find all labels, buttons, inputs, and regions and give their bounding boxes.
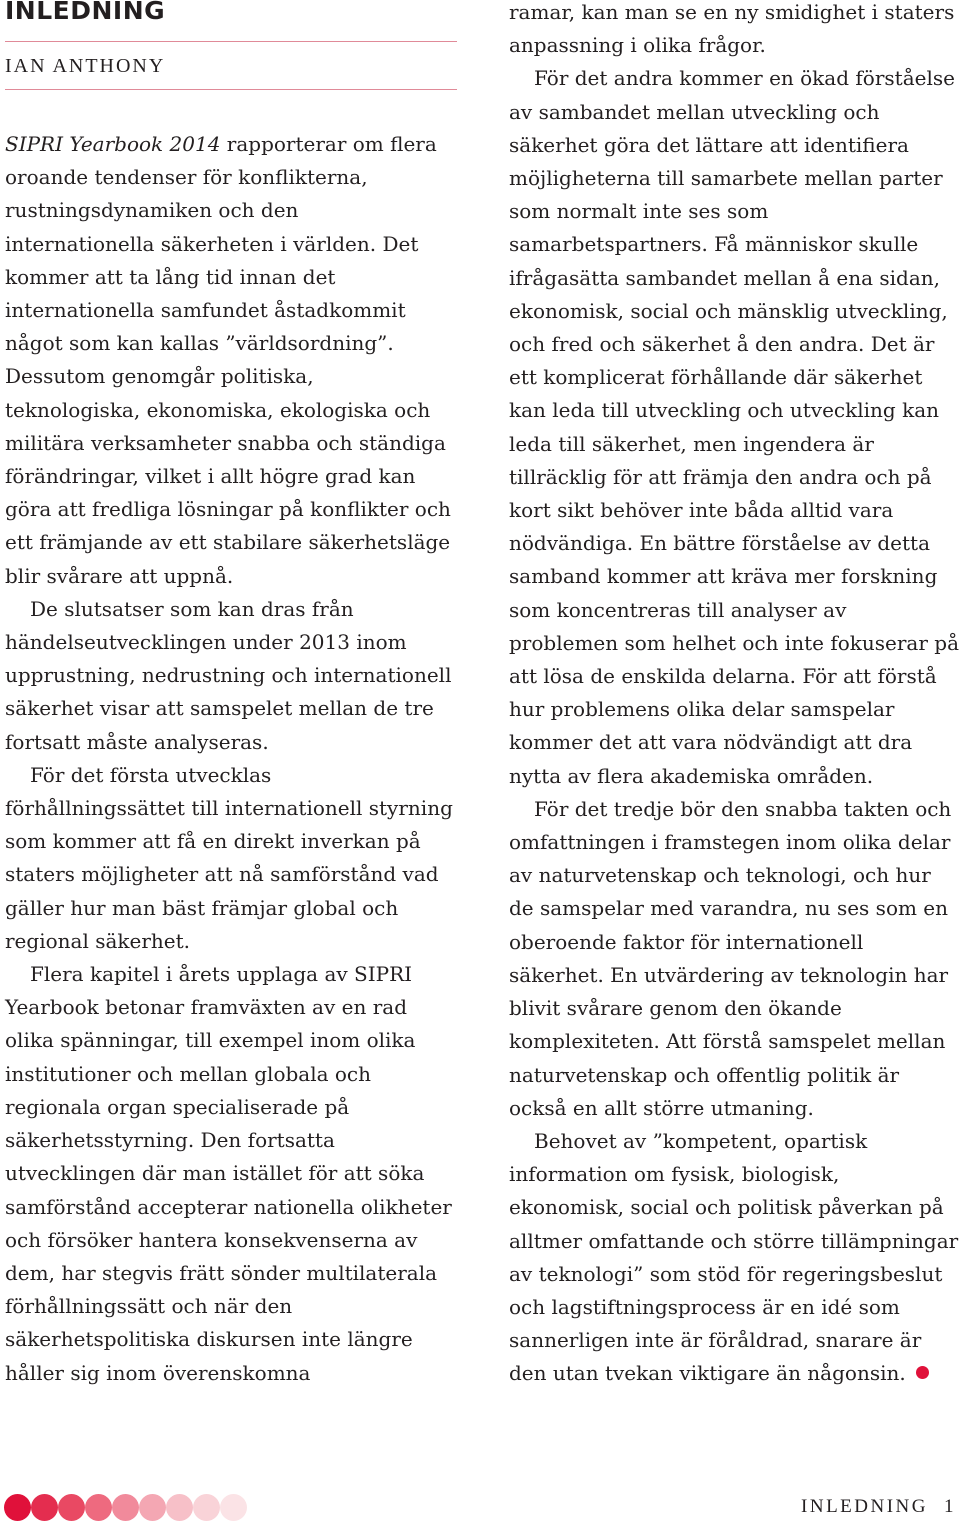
footer-dot — [166, 1494, 193, 1521]
author-divider — [5, 89, 457, 90]
publication-title: SIPRI Yearbook 2014 — [5, 132, 221, 156]
end-mark-icon — [916, 1366, 929, 1379]
paragraph-5: ramar, kan man se en ny smidighet i staters anpassning i olika frågor. — [509, 0, 955, 58]
page-footer — [801, 1496, 956, 1518]
paragraph-7: För det tredje bör den snabba takten och omfattningen i framstegen inom olika delar av naturvetenskap och teknologi, och hur de samspelar med varandra, nu ses som en oberoende faktor för internationell säkerhet. En utvärdering av teknologin har blivit svårare genom den ökande komplexiteten. Att förstå samspelet mellan naturvetenskap och offentlig politik är också en allt större utmaning. — [509, 796, 952, 1120]
left-column — [5, 128, 453, 1390]
page-number: 1 — [944, 1496, 956, 1517]
author-name: IAN ANTHONY — [5, 55, 166, 77]
paragraph-1-text: rapporterar om flera oroande tendenser för konflikterna, rustningsdynamiken och den internationella säkerheten i världen. Det kommer att ta lång tid innan det internationella samfundet åstadkommit något som kan kallas ”världsordning”. Dessutom genomgår politiska, teknologiska, ekonomiska, ekologiska och militära verksamheter snabba och ständiga förändringar, vilket i allt högre grad kan göra att fredliga lösningar på konflikter och ett främjande av ett stabilare säkerhetsläge blir svårare att uppnå. — [5, 132, 451, 588]
footer-dot — [112, 1494, 139, 1521]
footer-dot — [85, 1494, 112, 1521]
title-divider — [5, 41, 457, 42]
paragraph-8 — [509, 1125, 960, 1391]
footer-dots-icon — [4, 1494, 247, 1521]
footer-dot — [58, 1494, 85, 1521]
paragraph-4: Flera kapitel i årets upplaga av SIPRI Yearbook betonar framväxten av en rad olika spänningar, till exempel inom olika institutioner och mellan globala och regionala organ specialiserade på säkerhetsstyrning. Den fortsatta utvecklingen där man istället för att söka samförstånd accepterar nationella olikheter och försöker hantera konsekvenserna av dem, har stegvis frätt sönder multilaterala förhållningssätt och när den säkerhetspolitiska diskursen inte längre håller sig inom överenskomna — [5, 962, 452, 1385]
footer-dot — [4, 1494, 31, 1521]
section-title: INLEDNING — [5, 0, 166, 25]
paragraph-3: För det första utvecklas förhållningssättet till internationell styrning som kommer att få en direkt inverkan på staters möjligheter att nå samförstånd vad gäller hur man bäst främjar global och regional säkerhet. — [5, 762, 453, 953]
paragraph-6: För det andra kommer en ökad förståelse av sambandet mellan utveckling och säkerhet göra det lättare att identifiera möjligheterna till samarbete mellan parter som normalt inte ses som samarbetspartners. Få människor skulle ifrågasätta sambandet mellan å ena sidan, ekonomisk, social och mänsklig utveckling, och fred och säkerhet å den andra. Det är ett komplicerat förhållande där säkerhet kan leda till utveckling och utveckling kan leda till säkerhet, men ingendera är tillräcklig för att främja den andra och på kort sikt behöver inte båda alltid vara nödvändiga. En bättre förståelse av detta samband kommer att kräva mer forskning som koncentreras till analyser av problemen som helhet och inte fokuserar på att lösa de enskilda delarna. För att förstå hur problemens olika delar samspelar kommer det att vara nödvändigt att dra nytta av flera akademiska områden. — [509, 66, 959, 788]
paragraph-1 — [5, 128, 453, 593]
paragraph-2: De slutsatser som kan dras från händelseutvecklingen under 2013 inom upprustning, nedrustning och internationell säkerhet visar att samspelet mellan de tre fortsatt måste analyseras. — [5, 596, 452, 754]
paragraph-8-text: Behovet av ”kompetent, opartisk information om fysisk, biologisk, ekonomisk, social och politisk påverkan på alltmer omfattande och större tillämpningar av teknologi” som stöd för regeringsbeslut och lagstiftningsprocess är en idé som sannerligen inte är föråldrad, snarare är den utan tvekan viktigare än någonsin. — [509, 1128, 959, 1386]
footer-dot — [31, 1494, 58, 1521]
footer-section-label: INLEDNING — [801, 1496, 928, 1517]
footer-dot — [220, 1494, 247, 1521]
footer-dot — [139, 1494, 166, 1521]
footer-dot — [193, 1494, 220, 1521]
right-column — [509, 0, 960, 1391]
